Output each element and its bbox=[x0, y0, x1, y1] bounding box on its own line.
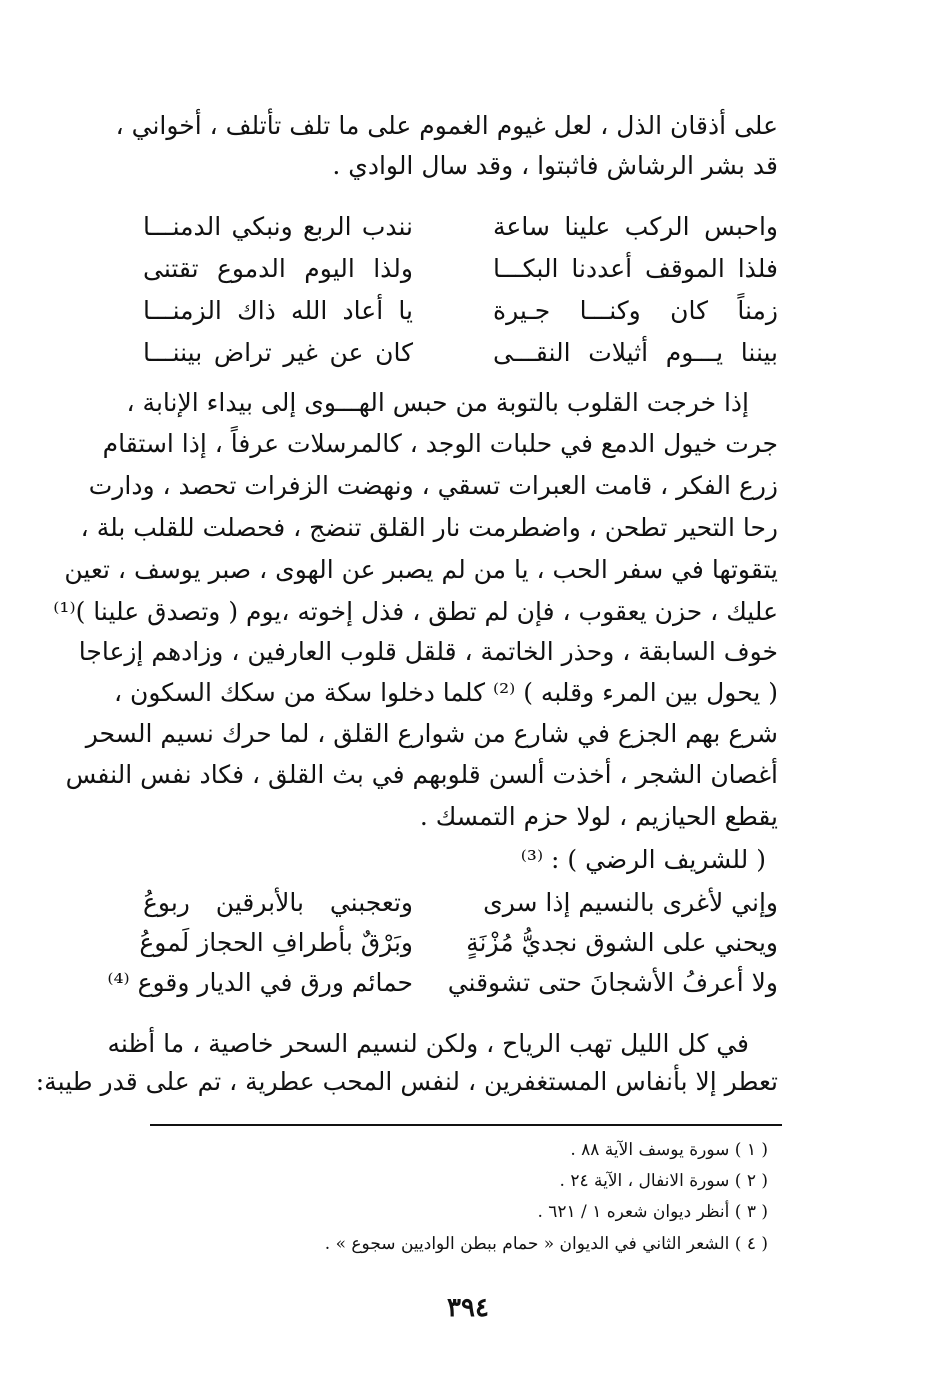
prose-line: خوف السابقة ، وحذر الخاتمة ، قلقل قلوب العارفين ، وزادهم إزعاجا bbox=[78, 637, 778, 666]
prose-line: زرع الفكر ، قامت العبرات تسقي ، ونهضت الزفرات تحصد ، ودارت bbox=[88, 471, 778, 500]
prose-line: يقطع الحيازيم ، لولا حزم التمسك . bbox=[419, 802, 778, 831]
verse-first-hemistich: وإني لأغرى بالنسيم إذا سرى bbox=[483, 888, 778, 917]
poem2-verse bbox=[107, 962, 778, 1004]
poem2-verse bbox=[143, 882, 778, 924]
footnote: ( ٣ ) أنظر ديوان شعره ١ / ٦٢١ . bbox=[537, 1202, 768, 1222]
footnote: ( ٢ ) سورة الانفال ، الآية ٢٤ . bbox=[559, 1171, 768, 1191]
intro-line: على أذقان الذل ، لعل غيوم الغموم على ما تلف تأتلف ، أخواني ، bbox=[115, 111, 778, 140]
verse-first-hemistich: بيننا يـــوم أثيلات النقـــى bbox=[493, 338, 778, 367]
verse-second-hemistich: وبَرْقٌ بأطرافِ الحجاز لَموعُ bbox=[139, 928, 413, 957]
footnote: ( ١ ) سورة يوسف الآية ٨٨ . bbox=[570, 1140, 768, 1160]
prose-line: يتقوتها في سفر الحب ، يا من لم يصبر عن الهوى ، صبر يوسف ، تعين bbox=[64, 555, 778, 584]
closing-line: تعطر إلا بأنفاس المستغفرين ، لنفس المحب عطرية ، تم على قدر طيبة: bbox=[35, 1067, 778, 1096]
closing-line: في كل الليل تهب الرياح ، ولكن لنسيم السحر خاصية ، ما أظنه bbox=[107, 1029, 749, 1058]
verse-second-hemistich: كان عن غير تراض بيننـــا bbox=[143, 338, 413, 367]
page-number: ٣٩٤ bbox=[447, 1293, 489, 1323]
poem1-verse bbox=[143, 290, 778, 332]
verse-first-hemistich: فلذا الموقف أعددنا البكـــا bbox=[493, 254, 778, 283]
prose-line: رحا التحير تطحن ، واضطرمت نار القلق تنضج ، فحصلت للقلب بلة ، bbox=[80, 513, 778, 542]
prose-line: ( يحول بين المرء وقلبه ) ⁽²⁾ كلما دخلوا سكة من سكك السكون ، bbox=[113, 678, 778, 707]
verse-first-hemistich: ويحني على الشوق نجديُّ مُزْنَةٍ bbox=[466, 928, 778, 957]
prose-line: جرت خيول الدمع في حلبات الوجد ، كالمرسلات عرفاً ، إذا استقام bbox=[102, 429, 778, 458]
poem1-verse bbox=[143, 206, 778, 248]
verse-second-hemistich: يا أعاد الله ذاك الزمنـــا bbox=[143, 296, 413, 325]
poem-attribution: ( للشريف الرضي ) : ⁽³⁾ bbox=[520, 845, 766, 874]
poem2-verse bbox=[139, 922, 778, 964]
verse-first-hemistich: ولا أعرفُ الأشجانَ حتى تشوقني bbox=[447, 968, 778, 997]
footnote-separator bbox=[150, 1124, 782, 1126]
footnote: ( ٤ ) الشعر الثاني في الديوان « حمام ببطن الواديين سجوع » . bbox=[324, 1234, 768, 1254]
verse-second-hemistich: نندب الربع ونبكي الدمنـــا bbox=[143, 212, 413, 241]
poem1-verse bbox=[143, 248, 778, 290]
prose-line: شرع بهم الجزع في شارع من شوارع القلق ، لما حرك نسيم السحر bbox=[85, 719, 778, 748]
verse-second-hemistich: حمائم ورق في الديار وقوع ⁽⁴⁾ bbox=[107, 968, 413, 997]
verse-first-hemistich: زمناً كان وكنـــا جـيرة bbox=[493, 296, 778, 325]
verse-first-hemistich: واحبس الركب علينا ساعة bbox=[493, 212, 778, 241]
prose-line: عليك ، حزن يعقوب ، فإن لم تطق ، فذل إخوته ،يوم ( وتصدق علينا )⁽¹⁾ bbox=[53, 597, 778, 626]
intro-line: قد بشر الرشاش فاثبتوا ، وقد سال الوادي . bbox=[332, 151, 778, 180]
verse-second-hemistich: وتعجبني بالأبرقين ربوعُ bbox=[143, 888, 413, 917]
poem1-verse bbox=[143, 332, 778, 374]
prose-line: إذا خرجت القلوب بالتوبة من حبس الهـــوى إلى بيداء الإنابة ، bbox=[126, 388, 749, 417]
prose-line: أغصان الشجر ، أخذت ألسن قلوبهم في بث القلق ، فكاد نفس النفس bbox=[65, 760, 778, 789]
verse-second-hemistich: ولذا اليوم الدموع تقتنى bbox=[143, 254, 413, 283]
